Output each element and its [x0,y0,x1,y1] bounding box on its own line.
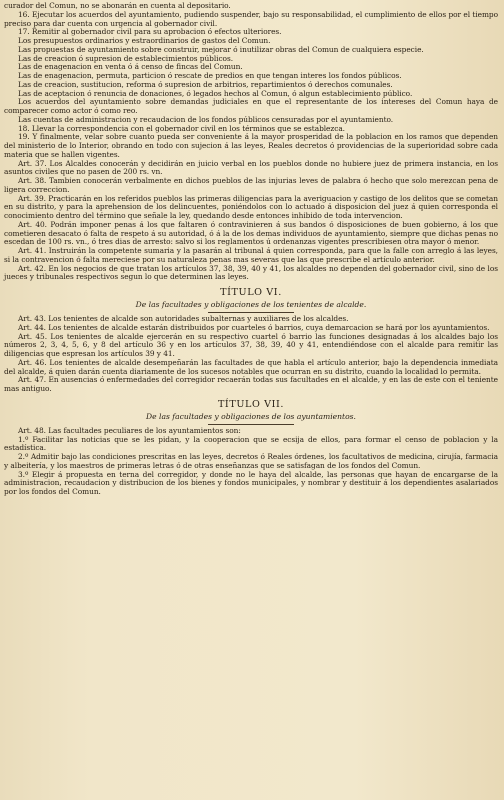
title-vi-subtitle: De las facultades y obligaciones de los tenientes de alcalde. [135,300,367,309]
articles-block-title-vi [4,315,498,394]
paragraph: Art. 38. Tambien conocerán verbalmente en dichos pueblos de las injurias leves de palabra ó hecho que solo merezcan pena de ligera correccion. [4,176,498,194]
title-vii-heading: TÍTULO VII. [217,398,285,410]
paragraph: Art. 39. Practicarán en los referidos pueblos las primeras diligencias para la averiguacion y castigo de los delitos que se cometan en su distrito, y para la aprehension de los delincuentes, poniéndolos con lo actuado á disposicion del juez á quien corresponda el conocimiento dentro del término que señale la ley, quedando desde entonces inhibido de toda intervencion. [4,193,498,220]
paragraph: 2.º Admitir bajo las condiciones prescritas en las leyes, decretos ó Reales órdenes, los facultativos de medicina, cirujía, farmacia y albeitería, y los maestros de primeras letras ó de otras enseñanzas que se satisfagan de los fondos del Comun. [4,452,498,470]
paragraph: Art. 42. En los negocios de que tratan los artículos 37, 38, 39, 40 y 41, los alcaldes no dependen del gobernador civil, sino de los jueces y tribunales respectivos segun lo que determinen las leyes. [4,263,498,282]
title-vi-rule [208,312,294,313]
paragraph: Art. 48. Las facultades peculiares de los ayuntamientos son: [18,425,241,435]
title-vii-subtitle: De las facultades y obligaciones de los ayuntamientos. [146,411,356,421]
paragraph: 17. Remitir al gobernador civil para su aprobacion ó efectos ulteriores. [18,27,282,37]
paragraph: 3.º Elegir á propuesta en terna del corregidor, y donde no le haya del alcalde, las personas que hayan de encargarse de la administracion, recaudacion y distribucion de los bienes y fondos municipales, y nombrar y destituir á los dependientes asalariados por los fondos del Comun. [4,469,498,496]
paragraph: Los presupuestos ordinarios y estraordinarios de gastos del Comun. [18,36,271,45]
paragraph: 16. Ejecutar los acuerdos del ayuntamiento, pudiendo suspender, bajo su responsabilidad, el cumplimiento de ellos por el tiempo preciso para dar cuenta con urgencia al gobernador civil. [4,9,498,28]
articles-block-title-vii [4,427,498,497]
paragraph: curador del Comun, no se abonarán en cuenta al depositario. [4,1,231,10]
paragraph: Art. 45. Los tenientes de alcalde ejercerán en su respectivo cuartel ó barrio las funciones designadas á los alcaldes bajo los números 2, 3, 4, 5, 6, y 8 del artículo 36 y en los artículos 37, 38, 39, 40 y 41, entendiéndose con el alcalde para remitir las diligencias que espresan los artículos 39 y 41. [4,331,498,358]
paragraph: Art. 46. Los tenientes de alcalde desempeñarán las facultades de que habla el artículo anterior, bajo la dependencia inmediata del alcalde, á quien darán cuenta diariamente de los sucesos notables que ocurran en su distrito, cuando la localidad lo permita. [4,357,498,376]
paragraph: Las propuestas de ayuntamiento sobre construir, mejorar ó inutilizar obras del Comun de cualquiera especie. [18,44,424,54]
paragraph: Las de enagenacion en venta ó á censo de fincas del Comun. [18,62,243,72]
paragraph: Art. 44. Los tenientes de alcalde estarán distribuidos por cuarteles ó barrios, cuya demarcacion se hará por los ayuntamientos. [18,322,490,332]
paragraph: Las cuentas de administracion y recaudacion de los fondos públicos censuradas por el ayuntamiento. [18,114,394,124]
paragraph: Las de creacion ó supresion de establecimientos públicos. [18,53,233,63]
paragraph: Las de enagenacion, permuta, particion ó rescate de predios en que tengan interes los fondos públicos. [18,71,402,80]
title-vii-rule [208,424,294,425]
paragraph: 18. Llevar la correspondencia con el gobernador civil en los términos que se establezca. [18,123,345,133]
paragraph: Art. 41. Instruirán la competente sumaria y la pasarán al tribunal á quien corresponda, para que la falle con arreglo á las leyes, si la contravencion ó falta mereciese por su naturaleza penas mas severas que las que prescribe el artículo anterior. [4,246,498,264]
articles-block-title-v [4,2,498,282]
paragraph: Art. 37. Los Alcaldes conocerán y decidirán en juicio verbal en los pueblos donde no hubiere juez de primera instancia, en los asuntos civiles que no pasen de 200 rs. vn. [4,158,498,177]
paragraph: 1.º Facilitar las noticias que se les pidan, y la cooperacion que se ecsija de ellos, para formar el censo de poblacion y la estadística. [4,434,498,453]
paragraph: Art. 47. En ausencias ó enfermedades del corregidor recaerán todas sus facultades en el alcalde, y en las de este con el teniente mas antiguo. [4,375,498,393]
paragraph: Art. 43. Los tenientes de alcalde son autoridades subalternas y auxiliares de los alcaldes. [18,314,349,323]
title-vi-heading: TÍTULO VI. [220,287,282,298]
paragraph: Los acuerdos del ayuntamiento sobre demandas judiciales en que el representante de los intereses del Comun haya de comparecer como actor ó como reo. [4,97,498,115]
paragraph: 19. Y finalmente, velar sobre cuanto pueda ser conveniente á la mayor prosperidad de la poblacion en los ramos que dependen del ministerio de lo Interior, obrando en todo con sujecion á las leyes, Reales decretos ó providencias de la superioridad sobre cada materia que se hallen vigentes. [4,132,498,159]
paragraph: Las de aceptacion ó renuncia de donaciones, ó legados hechos al Comun, ó algun establecimiento público. [18,88,413,98]
paragraph: Las de creacion, sustitucion, reforma ó supresion de arbitrios, repartimientos ó derechos comunales. [18,79,393,89]
paragraph: Art. 40. Podrán imponer penas á los que faltaren ó contravinieren á sus bandos ó disposiciones de buen gobierno, á los que cometieren desacato ó falta de respeto á su autoridad, ó á la de los demas individuos de ayuntamiento, siempre que dichas penas no escedan de 100 rs. vn., ó tres dias de arresto: salvo si los reglamentos ú ordenanzas vigentes prescribiesen otra mayor ó menor. [4,219,498,247]
